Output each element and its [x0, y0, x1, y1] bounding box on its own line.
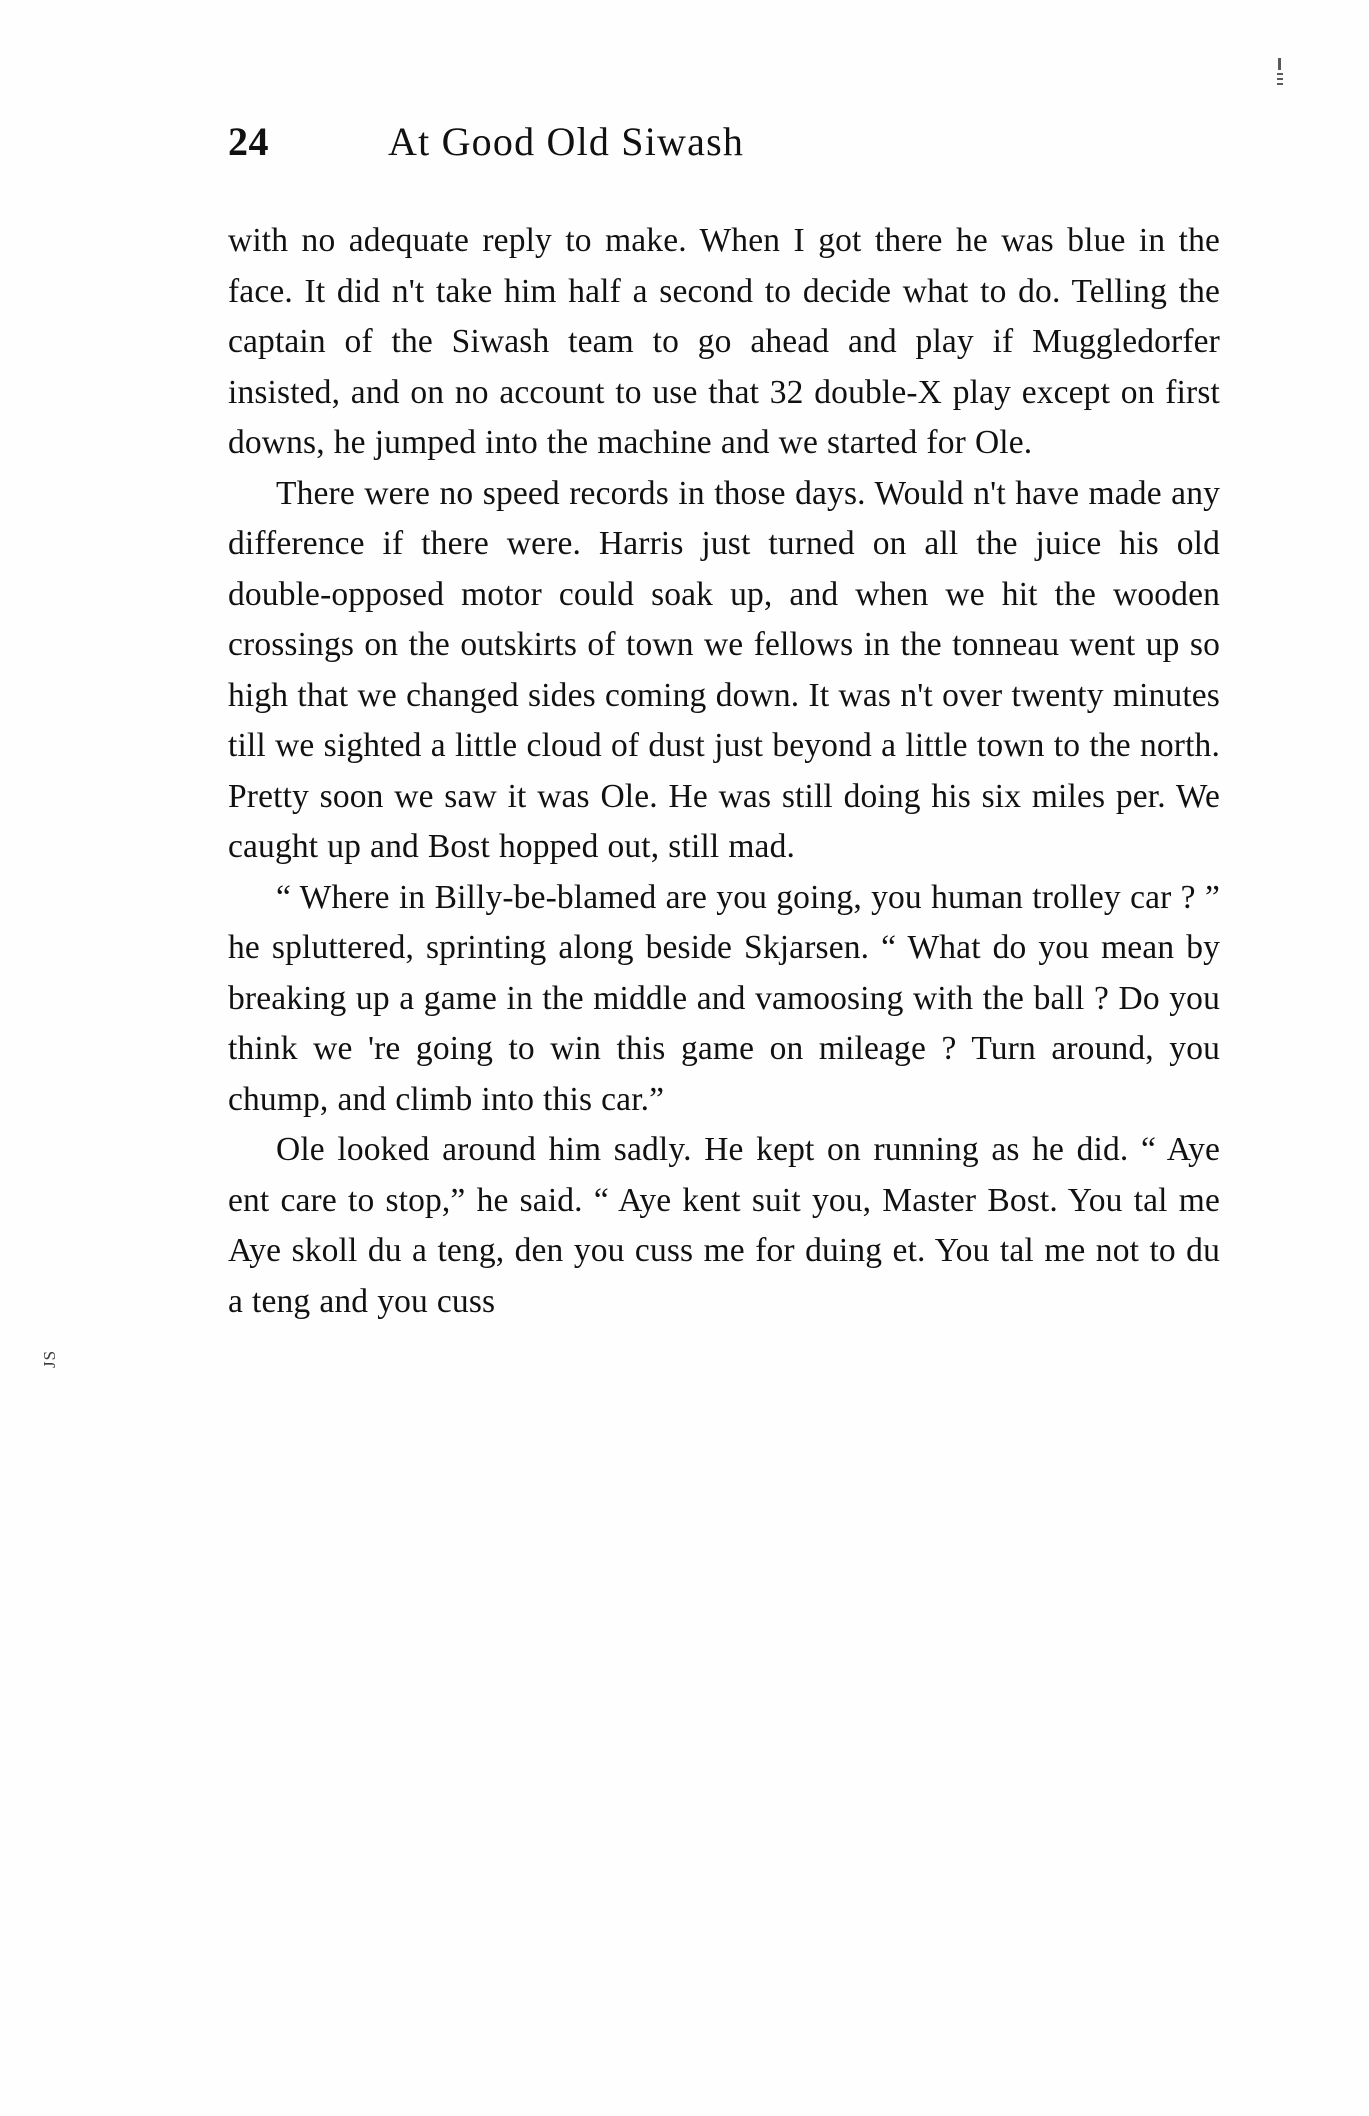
- running-title: At Good Old Siwash: [388, 119, 745, 164]
- page-header: [228, 118, 1220, 190]
- paragraph: There were no speed records in those days. Would n't have made any difference if there were. Harris just turned on all the juice his old double-opposed motor could soak up, and when we hit the wooden crossings on the outskirts of town we fellows in the tonneau went up so high that we changed sides coming down. It was n't over twenty minutes till we sighted a little cloud of dust just beyond a little town to the north. Pretty soon we saw it was Ole. He was still doing his six miles per. We caught up and Bost hopped out, still mad.: [228, 474, 1220, 865]
- page-content: [228, 118, 1220, 1327]
- edge-tick-icon: [1278, 58, 1281, 70]
- paragraph: with no adequate reply to make. When I got there he was blue in the face. It did n't take him half a second to decide what to do. Telling the captain of the Siwash team to go ahead and play if Muggledorfer insisted, and on no account to use that 32 double-X play except on first downs, he jumped into the machine and we started for Ole.: [228, 222, 1220, 461]
- page-edge-mark: [1276, 58, 1283, 120]
- paragraph: “ Where in Billy-be-blamed are you going, you human trolley car ? ” he spluttered, sprinting along beside Skjarsen. “ What do you mean by breaking up a game in the middle and vamoosing with the ball ? Do you think we 're going to win this game on mileage ? Turn around, you chump, and climb into this car.”: [228, 878, 1220, 1118]
- paragraph: Ole looked around him sadly. He kept on running as he did. “ Aye ent care to stop,” he said. “ Aye kent suit you, Master Bost. You tal me Aye skoll du a teng, den you cuss me for duing et. You tal me not to du a teng and you cuss: [228, 1131, 1220, 1320]
- body-text: [228, 216, 1220, 1327]
- edge-tick-icon: [1277, 78, 1283, 80]
- edge-tick-icon: [1277, 73, 1283, 75]
- edge-tick-icon: [1277, 83, 1283, 85]
- margin-note: JS: [40, 1349, 59, 1368]
- page-number: 24: [228, 119, 269, 164]
